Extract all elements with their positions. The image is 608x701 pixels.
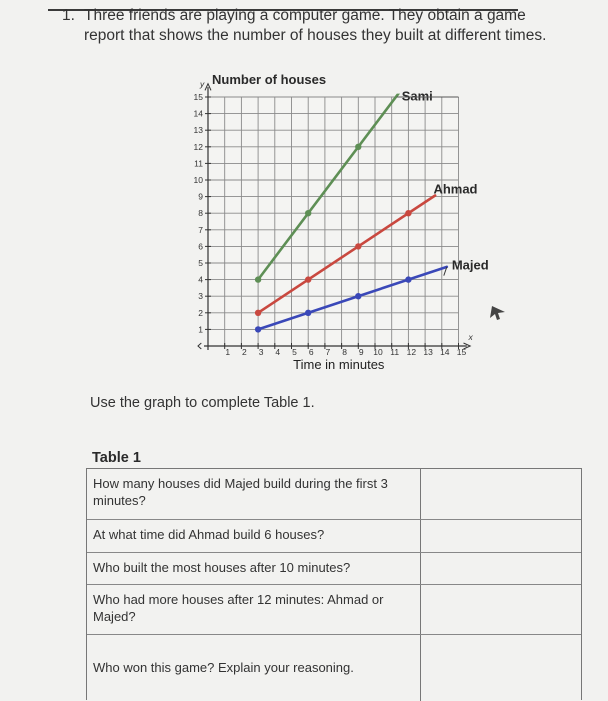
majed-point xyxy=(405,276,411,282)
y-tick-label: 9 xyxy=(198,191,203,202)
x-tick-label: 12 xyxy=(406,347,417,357)
answer-table xyxy=(86,468,582,700)
sami-point xyxy=(305,210,311,216)
y-tick-label: 11 xyxy=(194,158,203,169)
y-tick-label: 7 xyxy=(198,224,203,235)
answer-cell[interactable] xyxy=(421,520,581,552)
x-tick-label: 3 xyxy=(258,347,264,357)
table-row xyxy=(87,519,581,552)
y-axis-title: Number of houses xyxy=(212,72,327,87)
majed-label: Majed xyxy=(451,257,489,273)
sami-point xyxy=(255,276,261,282)
x-tick-label: 15 xyxy=(456,347,467,357)
majed-point xyxy=(355,293,361,299)
table-row xyxy=(87,634,581,701)
majed-point xyxy=(305,310,311,316)
question-line-1: Three friends are playing a computer game. They obtain a game xyxy=(84,7,526,24)
ahmad-point xyxy=(355,243,361,249)
question-number: 1. xyxy=(62,7,75,24)
instruction-text: Use the graph to complete Table 1. xyxy=(90,395,315,411)
plot-area xyxy=(208,97,459,346)
ahmad-point xyxy=(405,210,411,216)
y-tick-label: 10 xyxy=(193,175,203,185)
x-tick-label: 4 xyxy=(275,347,281,357)
y-tick-label: 13 xyxy=(193,125,203,136)
x-tick-label: 11 xyxy=(390,347,400,357)
x-tick-label: 9 xyxy=(358,347,364,357)
answer-cell[interactable] xyxy=(421,635,581,701)
answer-cell[interactable] xyxy=(421,469,581,519)
table-row xyxy=(87,552,581,584)
sami-point xyxy=(355,144,361,150)
question-cell: How many houses did Majed build during the first 3 minutes? xyxy=(87,469,421,519)
table-row xyxy=(87,584,581,634)
y-tick-label: 5 xyxy=(198,258,203,268)
pointer-arrow-icon xyxy=(490,306,505,320)
y-tick-label: 1 xyxy=(198,324,203,335)
ahmad-label: Ahmad xyxy=(433,181,478,197)
x-tick-label: 6 xyxy=(308,347,314,357)
answer-cell[interactable] xyxy=(421,585,581,634)
ahmad-point xyxy=(255,310,261,316)
x-tick-label: 13 xyxy=(423,347,433,357)
y-tick-label: 4 xyxy=(198,274,203,285)
x-tick-label: 5 xyxy=(292,347,297,357)
x-axis-title: Time in minutes xyxy=(293,357,385,372)
y-tick-label: 8 xyxy=(198,208,203,219)
y-tick-label: 14 xyxy=(193,108,203,119)
sami-label: Sami xyxy=(401,88,433,104)
majed-point xyxy=(255,326,261,332)
question-line-2: report that shows the number of houses they built at different times. xyxy=(84,27,547,44)
x-tick-label: 8 xyxy=(342,347,347,357)
table-caption: Table 1 xyxy=(92,450,141,466)
ahmad-point xyxy=(305,276,311,282)
y-tick-label: 12 xyxy=(193,141,203,152)
y-tick-label: 3 xyxy=(198,291,203,302)
question-cell: Who built the most houses after 10 minutes? xyxy=(87,553,421,584)
x-tick-label: 7 xyxy=(325,347,331,357)
question-cell: Who had more houses after 12 minutes: Ahmad or Majed? xyxy=(87,585,421,634)
table-row xyxy=(87,469,581,519)
x-tick-label: 2 xyxy=(242,347,247,357)
question-cell: At what time did Ahmad build 6 houses? xyxy=(87,520,421,552)
y-axis-letter: y xyxy=(200,79,205,89)
x-tick-label: 1 xyxy=(225,347,231,357)
x-axis-left-arrow xyxy=(198,343,201,349)
y-tick-label: 2 xyxy=(198,307,203,318)
x-tick-label: 14 xyxy=(440,347,450,357)
x-axis-letter: x xyxy=(468,332,473,342)
question-cell: Who won this game? Explain your reasoning. xyxy=(87,635,421,701)
x-tick-label: 10 xyxy=(373,347,383,357)
answer-cell[interactable] xyxy=(421,553,581,584)
y-tick-label: 15 xyxy=(193,92,203,102)
y-tick-label: 6 xyxy=(198,241,203,252)
